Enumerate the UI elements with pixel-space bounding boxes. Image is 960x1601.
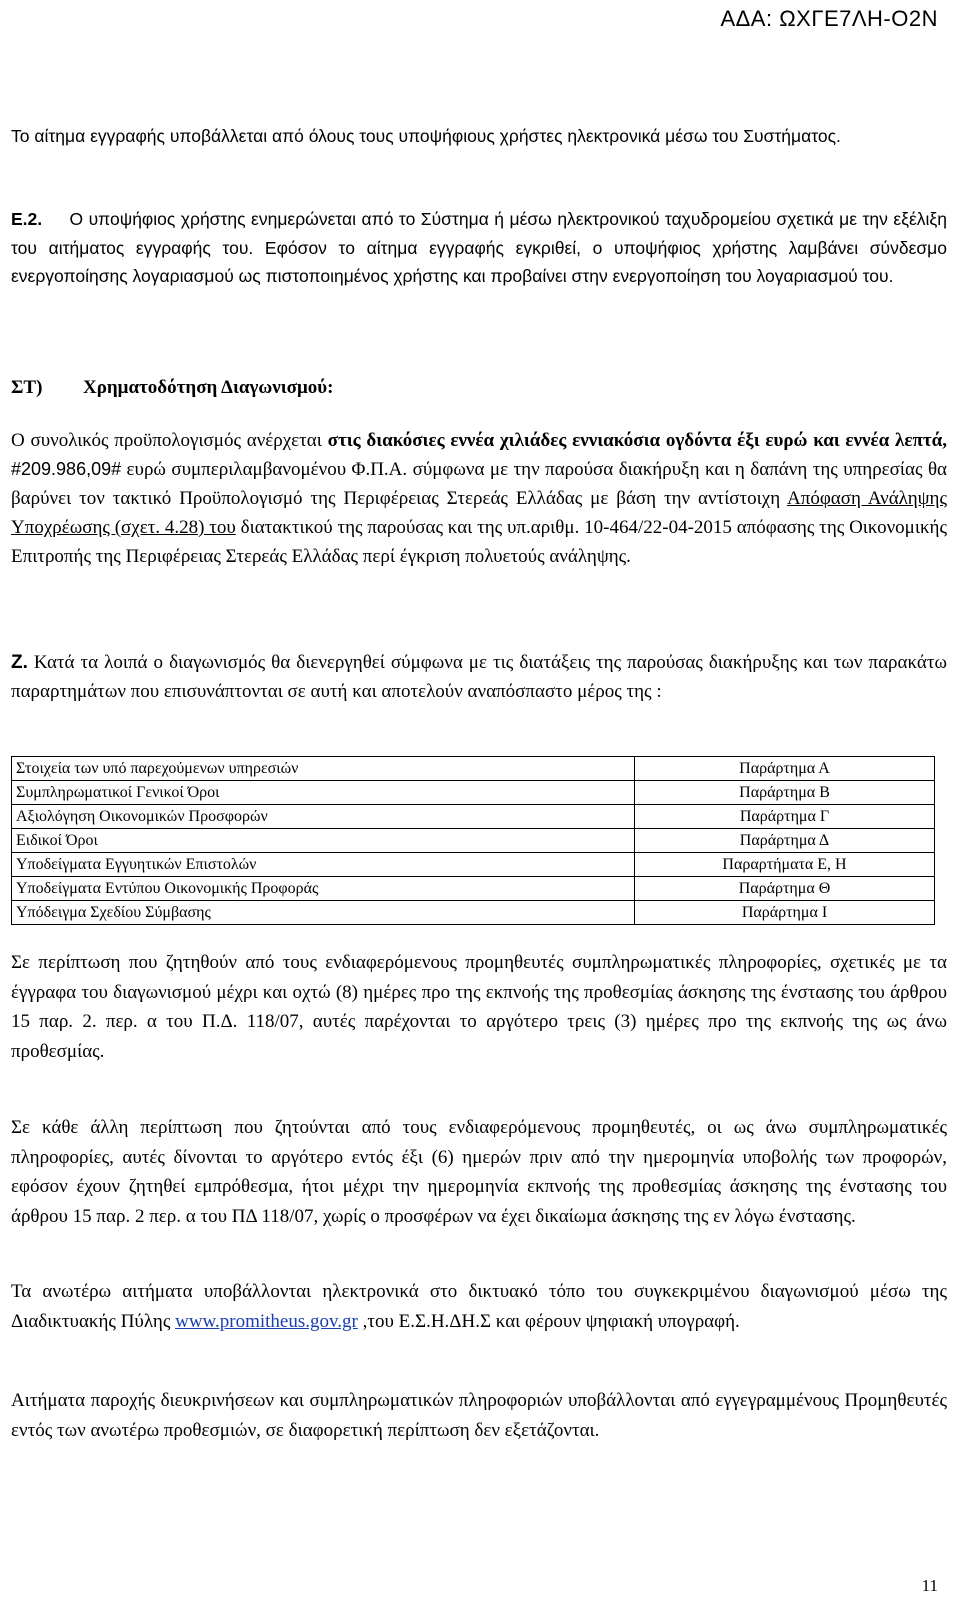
budget-text-3: διατακτικού της παρούσας και της υπ.αριθμ. 10-464/22-04-2015 απόφασης της Οικονομικής Επιτροπής της Περιφέρειας Στερεάς Ελλάδας περί έγκριση πολυετούς ανάληψης. (11, 517, 947, 567)
budget-text-1: Ο συνολικός προϋπολογισμός ανέρχεται (11, 430, 328, 451)
page-number: 11 (921, 1576, 938, 1595)
section-st-title: Χρηματοδότηση Διαγωνισμού: (83, 377, 334, 398)
table-row (12, 781, 935, 805)
annex-title-cell: Υποδείγματα Εγγυητικών Επιστολών (12, 853, 635, 877)
annex-label-cell: Παράρτημα Ι (635, 901, 935, 925)
e2-label: Ε.2. (11, 209, 43, 229)
table-row (12, 805, 935, 829)
clarification-paragraph-2: Σε κάθε άλλη περίπτωση που ζητούνται από τους ενδιαφερόμενους προμηθευτές, οι ως άνω συμπληρωματικές πληροφορίες, αυτές δίνονται το αργότερο εντός έξι (6) ημερών πριν από την ημερομηνία υποβολής των προφορών, εφόσον έχουν ζητηθεί εμπρόθεσμα, ήτοι μέχρι την ημερομηνία εκπνοής της προθεσμίας άσκησης της ένστασης του άρθρου 15 παρ. 2 περ. α του ΠΔ 118/07, χωρίς ο προσφέρων να έχει δικαίωμα άσκησης της εν λόγω ένστασης. (11, 1117, 947, 1227)
section-st-number: ΣΤ) (11, 377, 43, 398)
table-row (12, 877, 935, 901)
annex-title-cell: Υποδείγματα Εντύπου Οικονομικής Προφοράς (12, 877, 635, 901)
annex-label-cell: Παράρτημα Δ (635, 829, 935, 853)
budget-paragraph (11, 426, 947, 571)
submission-text-2: ,του Ε.Σ.Η.ΔΗ.Σ και φέρουν ψηφιακή υπογραφή. (357, 1310, 740, 1332)
ada-code: ΑΔΑ: ΩΧΓΕ7ΛΗ-Ο2Ν (720, 6, 938, 31)
annex-label-cell: Παράρτημα Θ (635, 877, 935, 901)
table-row (12, 853, 935, 877)
annex-title-cell: Στοιχεία των υπό παρεχούμενων υπηρεσιών (12, 757, 635, 781)
requests-paragraph: Αιτήματα παροχής διευκρινήσεων και συμπληρωματικών πληροφοριών υποβάλλονται από εγγεγραμμένους Προμηθευτές εντός των ανωτέρω προθεσμιών, σε διαφορετική περίπτωση δεν εξετάζονται. (11, 1390, 947, 1441)
submission-paragraph (11, 1277, 947, 1336)
annex-label-cell: Παράρτημα Γ (635, 805, 935, 829)
table-row (12, 901, 935, 925)
submission-text-1: Τα ανωτέρω αιτήματα υποβάλλονται ηλεκτρονικά στο δικτυακό τόπο του συγκεκριμένου διαγωνισμού μέσω της Διαδικτυακής Πύλης (11, 1281, 947, 1332)
table-row (12, 829, 935, 853)
section-z-paragraph (11, 648, 947, 706)
section-st-heading (11, 377, 333, 399)
annex-title-cell: Αξιολόγηση Οικονομικών Προσφορών (12, 805, 635, 829)
annex-title-cell: Συμπληρωματικοί Γενικοί Όροι (12, 781, 635, 805)
section-z-label: Ζ. (11, 652, 28, 673)
table-row (12, 757, 935, 781)
annex-title-cell: Υπόδειγμα Σχεδίου Σύμβασης (12, 901, 635, 925)
promitheus-link[interactable]: www.promitheus.gov.gr (175, 1310, 358, 1332)
budget-amount-number: #209.986,09# (11, 459, 122, 479)
clarification-paragraph-1: Σε περίπτωση που ζητηθούν από τους ενδιαφερόμενους προμηθευτές συμπληρωματικές πληροφορίες, σχετικές με τα έγγραφα του διαγωνισμού μέχρι και οχτώ (8) ημέρες προ της εκπνοής της προθεσμίας άσκησης της ένστασης του άρθρου 15 παρ. 2. περ. α του Π.Δ. 118/07, αυτές παρέχονται το αργότερο τρεις (3) ημέρες προ της εκπνοής της ως άνω προθεσμίας. (11, 952, 947, 1062)
annex-table (11, 756, 935, 925)
budget-amount-words: στις διακόσιες εννέα χιλιάδες εννιακόσια ογδόντα έξι ευρώ και εννέα λεπτά, (327, 430, 947, 451)
registration-paragraph: Το αίτημα εγγραφής υποβάλλεται από όλους τους υποψήφιους χρήστες ηλεκτρονικά μέσω του Συστήματος. (11, 126, 841, 146)
e2-paragraph (11, 205, 947, 291)
section-z-text: Κατά τα λοιπά ο διαγωνισμός θα διενεργηθεί σύμφωνα με τις διατάξεις της παρούσας διακήρυξης και των παρακάτω παραρτημάτων που επισυνάπτονται σε αυτή και αποτελούν αναπόσπαστο μέρος της : (11, 652, 947, 702)
budget-text-2: ευρώ συμπεριλαμβανομένου Φ.Π.Α. σύμφωνα με την παρούσα διακήρυξη και η δαπάνη της υπηρεσίας θα βαρύνει τον τακτικό Προϋπολογισμό της Περιφέρειας Στερεάς Ελλάδας με βάση την αντίστοιχη (11, 459, 947, 509)
annex-label-cell: Παράρτημα Β (635, 781, 935, 805)
e2-text: Ο υποψήφιος χρήστης ενημερώνεται από το Σύστημα ή μέσω ηλεκτρονικού ταχυδρομείου σχετικά με την εξέλιξη του αιτήματος εγγραφής του. Εφόσον το αίτημα εγγραφής εγκριθεί, ο υποψήφιος χρήστης λαμβάνει σύνδεσμο ενεργοποίησης λογαριασμού ως πιστοποιημένος χρήστης και προβαίνει στην ενεργοποίηση του λογαριασμού του. (11, 209, 948, 286)
annex-title-cell: Ειδικοί Όροι (12, 829, 635, 853)
annex-label-cell: Παραρτήματα Ε, Η (635, 853, 935, 877)
annex-label-cell: Παράρτημα Α (635, 757, 935, 781)
budget-decision-reference: Απόφαση Ανάληψης Υποχρέωσης (σχετ. 4.28) του (11, 488, 947, 538)
